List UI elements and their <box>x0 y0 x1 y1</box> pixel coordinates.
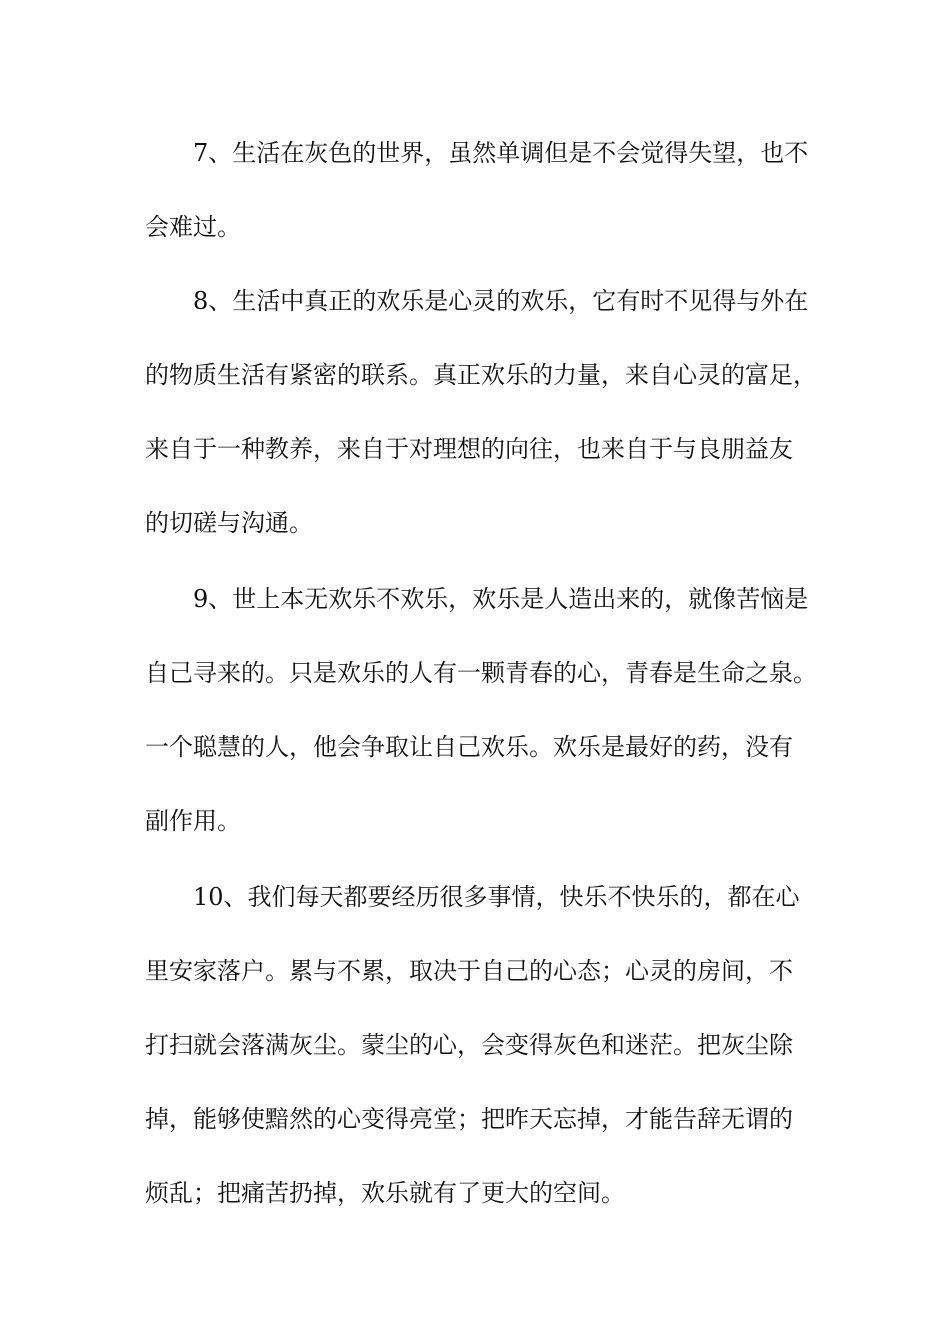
paragraph-8-line-3: 来自于一种教养，来自于对理想的向往，也来自于与良朋益友 <box>145 435 793 463</box>
paragraph-8-line-4: 的切磋与沟通。 <box>145 509 313 537</box>
paragraph-10-line-1: 10、我们每天都要经历很多事情，快乐不快乐的，都在心 <box>193 883 800 911</box>
paragraph-10-line-2: 里安家落户。累与不累，取决于自己的心态；心灵的房间，不 <box>145 957 793 985</box>
paragraph-9-line-1: 9、世上本无欢乐不欢乐，欢乐是人造出来的，就像苦恼是 <box>193 585 809 613</box>
paragraph-7-line-2: 会难过。 <box>145 213 241 241</box>
paragraph-8-line-2: 的物质生活有紧密的联系。真正欢乐的力量，来自心灵的富足， <box>145 361 817 389</box>
paragraph-10-line-3: 打扫就会落满灰尘。蒙尘的心，会变得灰色和迷茫。把灰尘除 <box>145 1031 793 1059</box>
paragraph-9-line-3: 一个聪慧的人，他会争取让自己欢乐。欢乐是最好的药，没有 <box>145 733 793 761</box>
paragraph-8-line-1: 8、生活中真正的欢乐是心灵的欢乐，它有时不见得与外在 <box>193 287 809 315</box>
paragraph-9-line-2: 自己寻来的。只是欢乐的人有一颗青春的心，青春是生命之泉。 <box>145 659 817 687</box>
paragraph-10-line-5: 烦乱；把痛苦扔掉，欢乐就有了更大的空间。 <box>145 1179 625 1207</box>
paragraph-10-line-4: 掉，能够使黯然的心变得亮堂；把昨天忘掉，才能告辞无谓的 <box>145 1105 793 1133</box>
paragraph-9-line-4: 副作用。 <box>145 807 241 835</box>
paragraph-7-line-1: 7、生活在灰色的世界，虽然单调但是不会觉得失望，也不 <box>193 139 809 167</box>
